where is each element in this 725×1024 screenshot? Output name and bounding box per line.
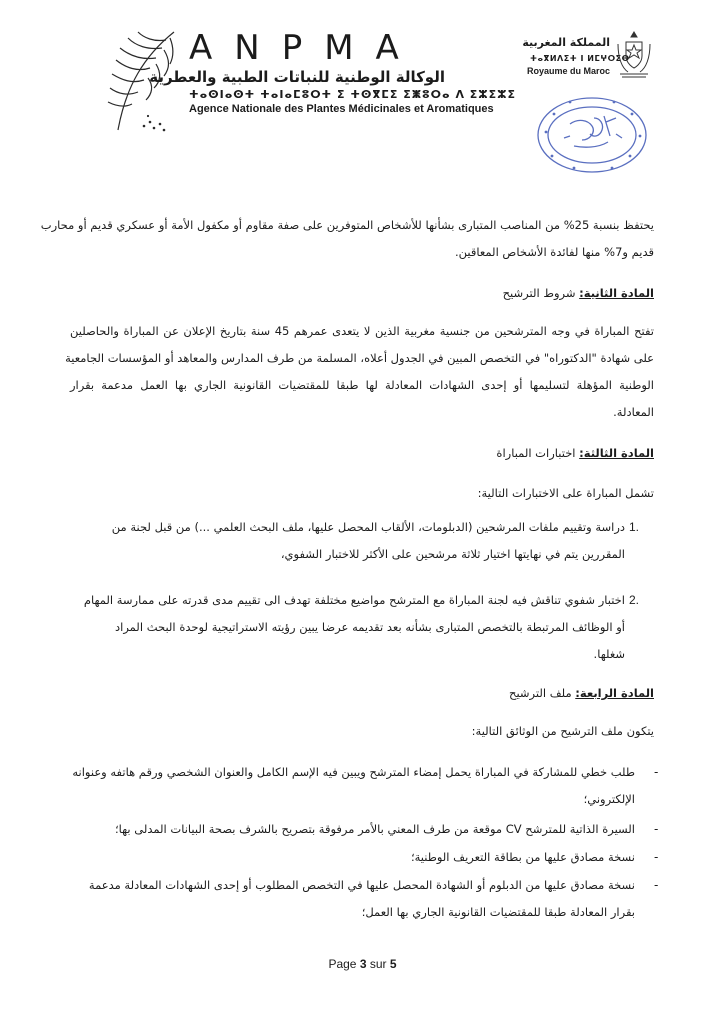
article-4-item-4-line-2: بقرار المعادلة طبقا للمقتضيات القانونية الجاري بها العمل؛: [361, 905, 635, 919]
article-4-intro: يتكون ملف الترشيح من الوثائق التالية:: [471, 724, 654, 738]
agency-name-tifinagh: ⵜⴰⵙⵏⴰⵙⵜ ⵜⴰⵏⴰⵎⵓⵔⵜ ⵉ ⵜⵙⴳⵎⵉ ⵉⵥⵓⵔⴰ ⴷ ⵉⵣⵉⵣⵉ: [189, 88, 517, 101]
intro-line-2: قديم و7% منها لفائدة الأشخاص المعاقين.: [454, 245, 654, 259]
current-page: 3: [359, 957, 367, 971]
official-stamp-icon: [534, 94, 654, 176]
page-prefix: Page: [328, 957, 357, 971]
coat-of-arms-icon: [614, 30, 654, 80]
article-2-subtitle: شروط الترشيح: [502, 286, 576, 300]
kingdom-name-arabic: المملكة المغربية: [522, 36, 610, 49]
list-bullet: -: [654, 765, 659, 779]
article-3-item-2-line-3: شغلها.: [593, 647, 625, 661]
agency-acronym: ANPMA: [189, 28, 421, 68]
article-4-item-1-line-1: طلب خطي للمشاركة في المباراة يحمل إمضاء المترشح ويبين فيه الإسم الكامل والعنوان الشخصي ورقم هاتفه وعنوانه: [72, 765, 635, 779]
article-2-title: المادة الثانية:: [579, 286, 654, 300]
list-bullet: -: [654, 878, 659, 892]
article-3-subtitle: اختبارات المباراة: [496, 446, 576, 460]
article-3-intro: تشمل المباراة على الاختبارات التالية:: [477, 486, 654, 500]
article-2-line-1: تفتح المباراة في وجه المترشحين من جنسية مغربية الذين لا يتعدى عمرهم 45 سنة بتاريخ الإعلان عن المباراة والحاصلين: [70, 324, 654, 338]
article-3-item-2-line-2: أو الوظائف المرتبطة بالتخصص المتبارى بشأنه بعد تقديمه عرضا يبين رؤيته الاستراتيجية لوحدة البحث المراد: [115, 620, 625, 634]
agency-name-french: Agence Nationale des Plantes Médicinales et Aromatiques: [189, 103, 494, 115]
article-3-item-1-number: 1.: [629, 520, 640, 534]
kingdom-name-tifinagh: ⵜⴰⴳⵍⴷⵉⵜ ⵏ ⵍⵎⵖⵔⵉⴱ: [530, 54, 630, 63]
article-2-heading: [503, 286, 654, 300]
article-4-item-3-line-1: نسخة مصادق عليها من بطاقة التعريف الوطنية؛: [410, 850, 635, 864]
intro-line-1: يحتفظ بنسبة 25% من المناصب المتبارى بشأنها للأشخاص المتوفرين على صفة مقاوم أو مكفول الأمة أو عسكري قديم أو محارب: [40, 218, 654, 232]
article-4-item-4-line-1: نسخة مصادق عليها من الدبلوم أو الشهادة المحصل عليها في التخصص المطلوب أو إحدى الشهادات المعادلة مدعمة: [88, 878, 635, 892]
article-2-line-2: على شهادة "الدكتوراه" في التخصص المبين في الجدول أعلاه، المسلمة من طرف المدارس والمعاهد أو المؤسسات الجامعية: [65, 351, 654, 365]
article-4-title: المادة الرابعة:: [575, 686, 654, 700]
agency-name-arabic: الوكالة الوطنية للنباتات الطبية والعطرية: [149, 68, 445, 86]
article-4-item-2-line-1: السيرة الذاتية للمترشح CV موقعة من طرف المعني بالأمر مرفوقة بتصريح بالشرف بصحة البيانات المدلى بها؛: [114, 822, 635, 836]
list-bullet: -: [654, 822, 659, 836]
article-4-item-1-line-2: الإلكتروني؛: [583, 792, 635, 806]
article-3-item-1-line-1: دراسة وتقييم ملفات المرشحين (الدبلومات، الألقاب المحصل عليها، ملف البحث العلمي ...) من قبل لجنة من: [111, 520, 625, 534]
page-number: [0, 957, 725, 971]
article-4-heading: [509, 686, 654, 700]
article-4-subtitle: ملف الترشيح: [509, 686, 572, 700]
article-2-line-4: المعادلة.: [613, 405, 654, 419]
total-pages: 5: [389, 957, 397, 971]
article-3-item-2-line-1: اختبار شفوي تناقش فيه لجنة المباراة مع المترشح مواضيع مختلفة تهدف الى تقييم مدى قدرته على ممارسة المهام: [83, 593, 625, 607]
page-separator: sur: [369, 957, 387, 971]
article-3-title: المادة الثالثة:: [579, 446, 654, 460]
article-3-heading: [496, 446, 654, 460]
article-2-line-3: الوطنية المؤهلة لتسليمها أو إحدى الشهادات المعادلة لها طبقا للمقتضيات القانونية الجاري بها العمل مدعمة بقرار: [70, 378, 654, 392]
article-3-item-2-number: 2.: [629, 593, 640, 607]
kingdom-name-french: Royaume du Maroc: [526, 66, 610, 76]
list-bullet: -: [654, 850, 659, 864]
article-3-item-1-line-2: المقررين يتم في نهايتها اختيار ثلاثة مرشحين على الأكثر للاختبار الشفوي،: [280, 547, 625, 561]
